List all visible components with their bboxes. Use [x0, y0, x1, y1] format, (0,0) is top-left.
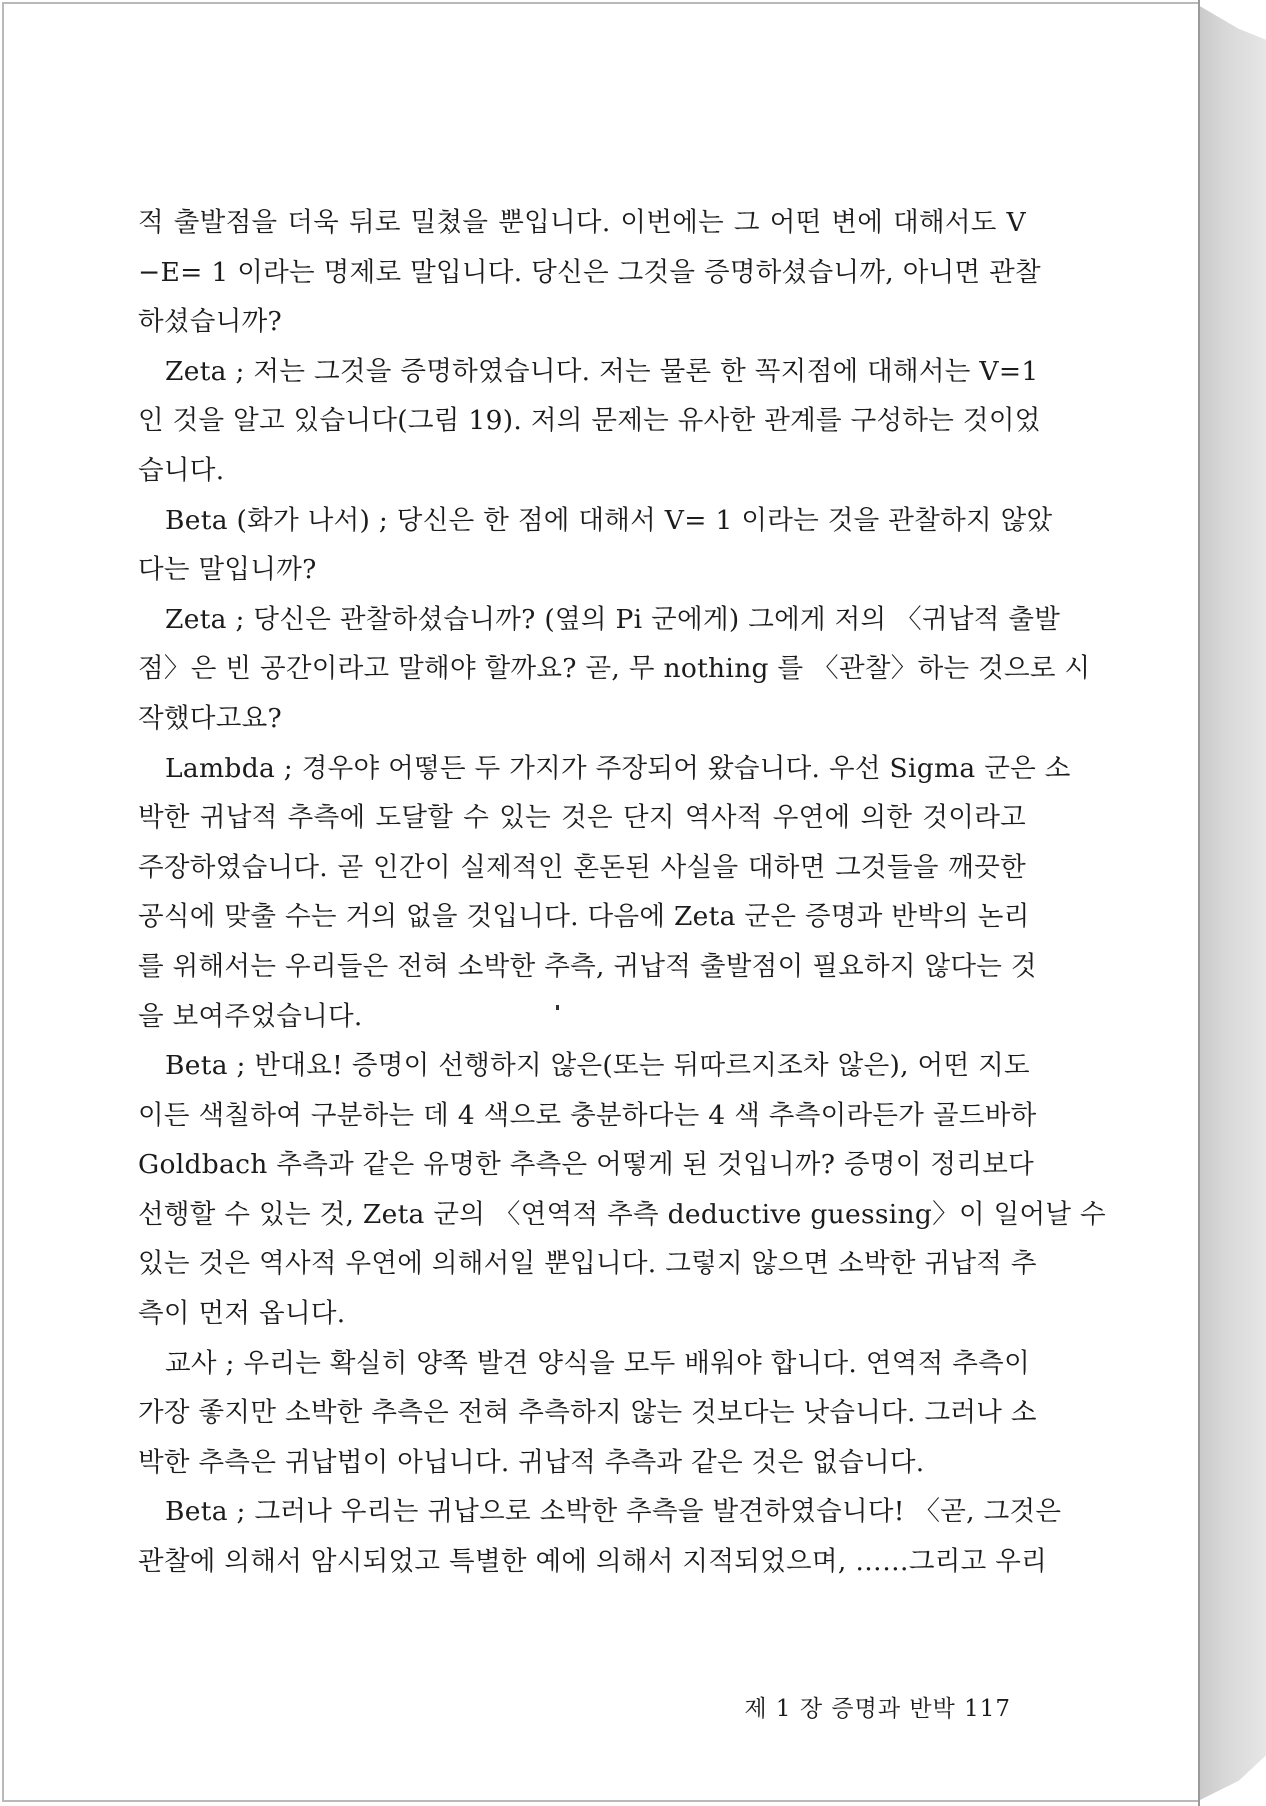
text-line: 선행할 수 있는 것, Zeta 군의 〈연역적 추측 deductive guessing〉이 일어날 수	[138, 1198, 1106, 1230]
page-footer: 제 1 장 증명과 반박 117	[744, 1696, 1011, 1722]
text-line: 를 위해서는 우리들은 전혀 소박한 추측, 귀납적 출발점이 필요하지 않다는 것	[138, 950, 1037, 982]
text-line: 관찰에 의해서 암시되었고 특별한 예에 의해서 지적되었으며, ……그리고 우리	[138, 1546, 1048, 1578]
text-line: Zeta ; 저는 그것을 증명하였습니다. 저는 물론 한 꼭지점에 대해서는 V=1	[165, 355, 1039, 387]
text-line: 하셨습니까?	[138, 306, 283, 338]
text-line: 점〉은 빈 공간이라고 말해야 할까요? 곧, 무 nothing 를 〈관찰〉하는 것으로 시	[138, 653, 1091, 685]
text-line: Beta ; 반대요! 증명이 선행하지 않은(또는 뒤따르지조차 않은), 어떤 지도	[165, 1050, 1030, 1082]
body-text	[138, 198, 1106, 1587]
text-line: Beta ; 그러나 우리는 귀납으로 소박한 추측을 발견하였습니다! 〈곧, 그것은	[165, 1496, 1062, 1528]
text-line: 을 보여주었습니다.	[138, 1000, 363, 1032]
text-line: 있는 것은 역사적 우연에 의해서일 뿐입니다. 그렇지 않으면 소박한 귀납적 추	[138, 1248, 1037, 1280]
print-speck	[556, 1005, 559, 1010]
text-line: 주장하였습니다. 곧 인간이 실제적인 혼돈된 사실을 대하면 그것들을 깨끗한	[138, 851, 1026, 883]
page-edge-line	[1198, 0, 1200, 1806]
text-line: Goldbach 추측과 같은 유명한 추측은 어떻게 된 것입니까? 증명이 정리보다	[138, 1149, 1035, 1181]
text-line: 교사 ; 우리는 확실히 양쪽 발견 양식을 모두 배워야 합니다. 연역적 추측이	[165, 1347, 1030, 1379]
text-line: 작했다고요?	[138, 702, 283, 734]
page-edge-shadow	[1198, 0, 1266, 1806]
text-line: 박한 추측은 귀납법이 아닙니다. 귀납적 추측과 같은 것은 없습니다.	[138, 1446, 925, 1478]
text-line: 이든 색칠하여 구분하는 데 4 색으로 충분하다는 4 색 추측이라든가 골드바하	[138, 1099, 1037, 1131]
text-line: 적 출발점을 더욱 뒤로 밀쳤을 뿐입니다. 이번에는 그 어떤 변에 대해서도 V	[138, 207, 1026, 238]
text-line: Lambda ; 경우야 어떻든 두 가지가 주장되어 왔습니다. 우선 Sigma 군은 소	[165, 752, 1071, 784]
text-line: 측이 먼저 옵니다.	[138, 1298, 346, 1330]
text-line: 가장 좋지만 소박한 추측은 전혀 추측하지 않는 것보다는 낫습니다. 그러나 소	[138, 1397, 1037, 1429]
text-line: 습니다.	[138, 454, 225, 486]
text-line: 공식에 맞출 수는 거의 없을 것입니다. 다음에 Zeta 군은 증명과 반박의 논리	[138, 901, 1030, 933]
text-line: Zeta ; 당신은 관찰하셨습니까? (옆의 Pi 군에게) 그에게 저의 〈귀납적 출발	[165, 603, 1061, 635]
text-line: Beta (화가 나서) ; 당신은 한 점에 대해서 V= 1 이라는 것을 관찰하지 않았	[165, 504, 1053, 536]
text-line: −E= 1 이라는 명제로 말입니다. 당신은 그것을 증명하셨습니까, 아니면 관찰	[138, 256, 1041, 288]
text-line: 인 것을 알고 있습니다(그림 19). 저의 문제는 유사한 관계를 구성하는 것이었	[138, 405, 1041, 437]
text-line: 박한 귀납적 추측에 도달할 수 있는 것은 단지 역사적 우연에 의한 것이라고	[138, 802, 1026, 834]
text-line: 다는 말입니까?	[138, 554, 317, 586]
